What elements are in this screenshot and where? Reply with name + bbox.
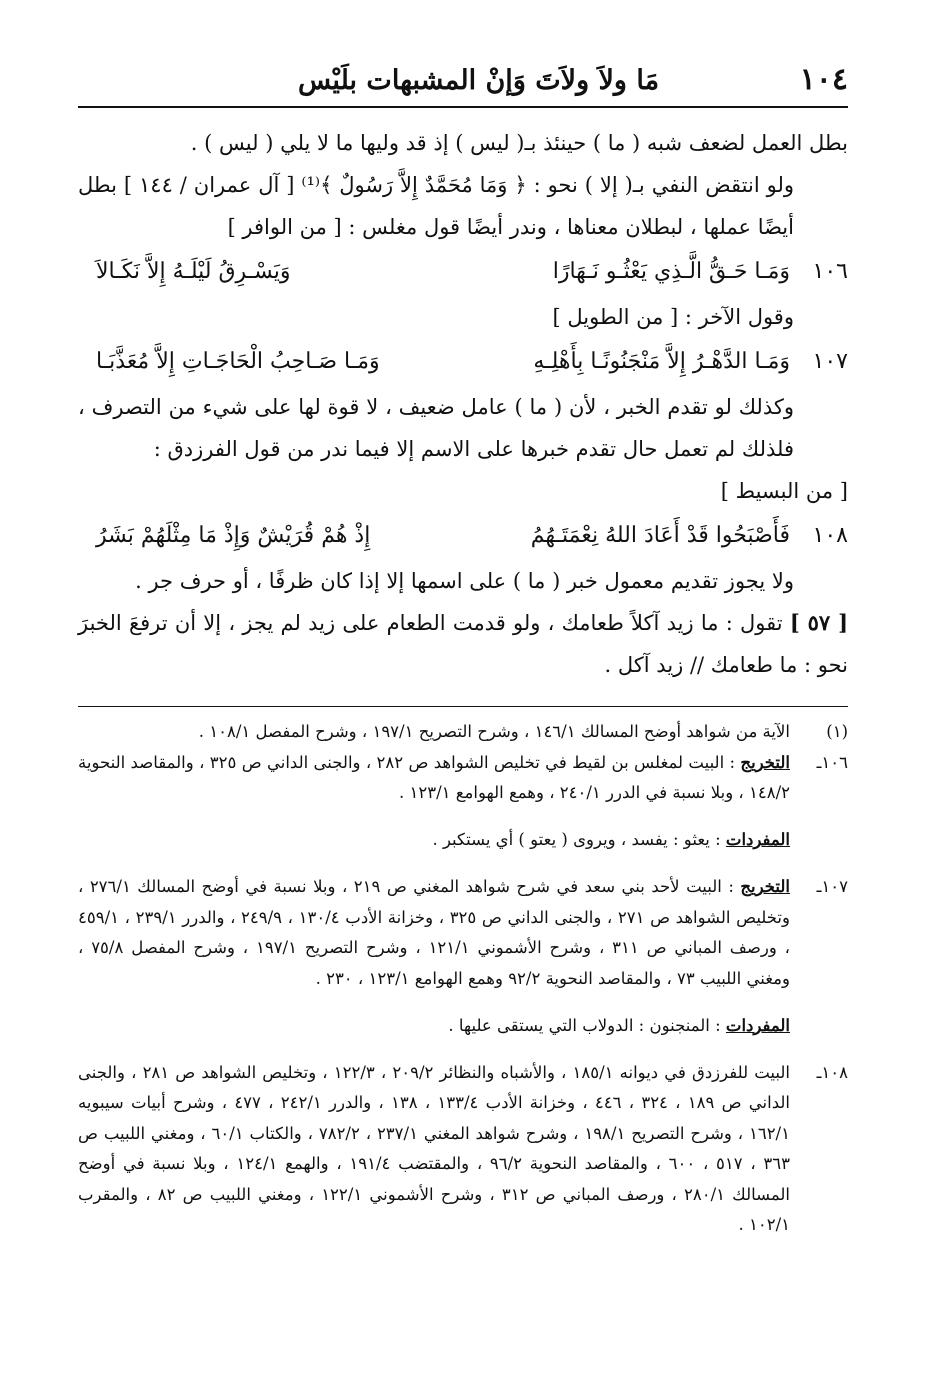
first-hemistich: فَأَصْبَحُوا قَدْ أَعَادَ اللهُ نِعْمَتَـهُمُ [530,523,790,548]
footnote-106 [78,748,848,809]
first-hemistich: وَمَـا الدَّهْـرُ إِلاَّ مَنْجَنُونًـا بِأَهْلِـهِ [533,349,790,374]
verse-number: ١٠٧ [812,349,848,374]
verse-107 [78,338,848,386]
second-hemistich: وَمَـا صَـاحِبُ الْحَاجَـاتِ إِلاَّ مُعَذَّبَـا [96,349,380,374]
page-number: ١٠٤ [799,62,848,97]
paragraph: ولا يجوز تقديم معمول خبر ( ما ) على اسمها إلا إذا كان ظرفًا ، أو حرف جر . [135,569,794,593]
paragraph: وقول الآخر : [ من الطويل ] [552,305,794,329]
footnote-text: البيت للفرزدق في ديوانه ١٨٥/١ ، والأشباه والنظائر ٢٠٩/٢ ، ١٢٢/٣ ، وتخليص الشواهد ص ٢٨١ ، والجنى الداني ص ١٨٩ ، ٣٢٤ ، ٤٤٦ ، وخزانة الأدب ١٣٣/٤ ، ١٣٨ ، والدرر ٢٤٢/١ ، ٤٧٧ ، وشرح أبيات سيبويه ١٦٢/١ ، وشرح التصريح ١٩٨/١ ، وشرح شواهد المغني ٢٣٧/١ ، ٧٨٢/٢ ، والكتاب ٦٠/١ ، ومغني اللبيب ص ٣٦٣ ، ٥١٧ ، ٦٠٠ ، والمقاصد النحوية ٩٦/٢ ، والمقتضب ١٩١/٤ ، والهمع ١٢٤/١ ، وبلا نسبة في أوضح المسالك ٢٨٠/١ ، ورصف المباني ص ٣١٢ ، وشرح الأشموني ١٢٢/١ ، ومغني اللبيب ص ٨٢ ، والمقرب ١٠٢/١ . [78,1062,791,1234]
footnote-mark: ١٠٦ـ [816,752,848,772]
meter-label: [ من البسيط ] [720,479,848,503]
vocabulary-107 [78,1011,848,1042]
second-hemistich: وَيَسْـرِقُ لَيْلَـهُ إِلاَّ نَكَـالاَ [96,259,291,284]
main-text [78,122,848,686]
page-header [78,62,848,108]
footnote-mark: ١٠٨ـ [816,1062,848,1082]
vocabulary-label: المفردات [725,830,790,849]
paragraph [78,602,848,686]
paragraph: وكذلك لو تقدم الخبر ، لأن ( ما ) عامل ضعيف ، لا قوة لها على شيء من التصرف ، فلذلك لم تعمل حال تقدم خبرها على الاسم إلا فيما ندر من قول الفرزدق : [78,395,794,461]
takhrij-label: التخريج [740,877,790,896]
takhrij-text: : البيت لمغلس بن لقيط في تخليص الشواهد ص ٢٨٢ ، والجنى الداني ص ٣٢٥ ، والمقاصد النحوية ١٤٨/٢ ، وبلا نسبة في الدرر ٢٤٠/١ ، وهمع الهوامع ١٢٣/١ . [78,752,790,802]
paragraph-text: تقول : ما زيد آكلاً طعامك ، ولو قدمت الطعام على زيد لم يجز ، إلا أن ترفعَ الخبرَ نحو : ما طعامك // زيد آكل . [78,611,848,677]
takhrij-label: التخريج [740,752,791,772]
footnote-mark: (١) [826,722,848,741]
vocabulary-text: : يعثو : يفسد ، ويروى ( يعتو ) أي يستكبر . [432,830,721,849]
verse-108 [78,512,848,560]
footnote-108 [78,1058,848,1241]
verse-number: ١٠٦ [812,259,848,284]
footnote-107 [78,872,848,994]
book-page [78,62,848,1241]
footnote-1 [78,717,848,748]
footnotes [78,706,848,1241]
vocabulary-106 [78,825,848,856]
second-hemistich: إِذْ هُمْ قُرَيْشٌ وَإِذْ مَا مِثْلَهُمْ بَشَرُ [96,523,371,548]
first-hemistich: وَمَـا حَـقُّ الَّـذِي يَعْثُـو نَـهَارًا [552,259,790,284]
paragraph: ولو انتقض النفي بـ( إلا ) نحو : ﴿ وَمَا مُحَمَّدٌ إِلاَّ رَسُولٌ ﴾⁽¹⁾ [ آل عمران / ١٤٤ ] بطل أيضًا عملها ، لبطلان معناها ، وندر أيضًا قول مغلس : [ من الوافر ] [78,173,794,239]
paragraph: بطل العمل لضعف شبه ( ما ) حينئذ بـ( ليس ) إذ قد وليها ما لا يلي ( ليس ) . [190,131,848,155]
verse-number: ١٠٨ [812,523,848,548]
footnote-text: الآية من شواهد أوضح المسالك ١٤٦/١ ، وشرح التصريح ١٩٧/١ ، وشرح المفصل ١٠٨/١ . [198,722,790,741]
takhrij-text: : البيت لأحد بني سعد في شرح شواهد المغني ص ٢١٩ ، وبلا نسبة في أوضح المسالك ٢٧٦/١ ، وتخليص الشواهد ص ٢٧١ ، والجنى الداني ص ٣٢٥ ، وخزانة الأدب ١٣٠/٤ ، ٢٤٩/٩ ، والدرر ٢٣٩/١ ، ٤٥٩/١ ، ورصف المباني ص ٣١١ ، وشرح الأشموني ١٢١/١ ، وشرح التصريح ١٩٧/١ ، وشرح المفصل ٧٥/٨ ، ومغني اللبيب ٧٣ ، والمقاصد النحوية ٩٢/٢ وهمع الهوامع ١٢٣/١ ، ٢٣٠ . [78,877,790,988]
footnote-mark: ١٠٧ـ [816,877,848,896]
vocabulary-text: : المنجنون : الدولاب التي يستقى عليها . [448,1015,721,1035]
running-title: مَا ولاَ ولاَتَ وَإنْ المشبهات بلَيْس [298,65,660,96]
manuscript-ref: [ ٥٧ ] [789,610,849,635]
footnote-text [78,748,790,809]
vocabulary-label: المفردات [725,1015,790,1035]
footnote-text [78,872,790,994]
verse-106 [78,248,848,296]
